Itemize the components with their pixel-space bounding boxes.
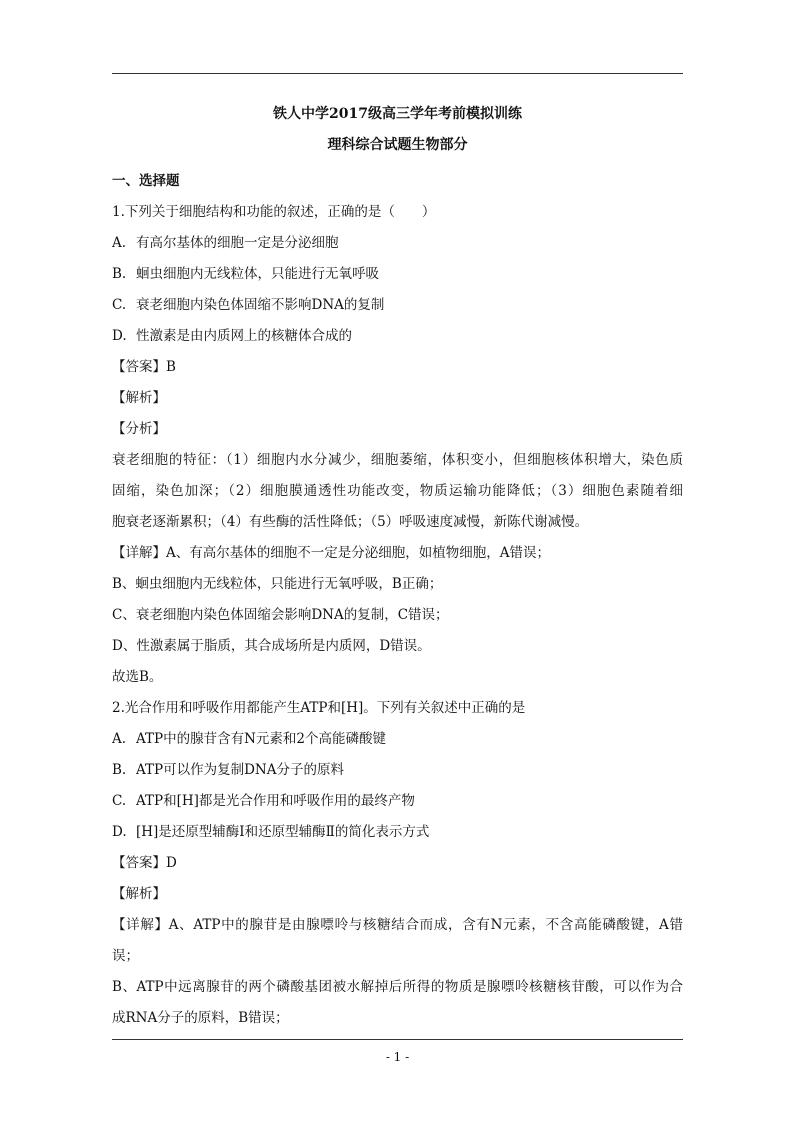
option-letter: A. bbox=[112, 731, 127, 747]
option-text: 性激素是由内质网上的核糖体合成的 bbox=[136, 328, 352, 344]
question-2-detail-line: 成RNA分子的原料，B错误； bbox=[112, 1010, 289, 1026]
option-text: 蛔虫细胞内无线粒体，只能进行无氧呼吸 bbox=[136, 266, 379, 282]
question-1-fenxi-line: 胞衰老逐渐累积；（4）有些酶的活性降低；（5）呼吸速度减慢，新陈代谢减慢。 bbox=[112, 514, 589, 530]
question-1-option-b bbox=[112, 259, 683, 290]
option-letter: C. bbox=[112, 793, 127, 809]
question-1-answer: 【答案】B bbox=[112, 359, 176, 375]
option-letter: A. bbox=[112, 235, 127, 251]
question-2-option-c bbox=[112, 786, 683, 817]
question-2-analysis-heading: 【解析】 bbox=[112, 886, 166, 902]
header-rule bbox=[112, 73, 683, 74]
question-1-option-a bbox=[112, 228, 683, 259]
option-letter: B. bbox=[112, 266, 127, 282]
question-2-option-a bbox=[112, 724, 683, 755]
question-1-analysis-heading: 【解析】 bbox=[112, 390, 166, 406]
option-letter: D. bbox=[112, 824, 127, 840]
question-1-stem: 1.下列关于细胞结构和功能的叙述，正确的是（ ） bbox=[112, 204, 436, 220]
question-1-detail-line: D、性激素属于脂质，其合成场所是内质网，D错误。 bbox=[112, 638, 431, 654]
page-number: - 1 - bbox=[385, 1050, 410, 1064]
footer-rule bbox=[112, 1039, 683, 1040]
question-1-fenxi-heading: 【分析】 bbox=[112, 421, 166, 437]
option-text: 有高尔基体的细胞一定是分泌细胞 bbox=[136, 235, 339, 251]
question-2-stem: 2.光合作用和呼吸作用都能产生ATP和[H]。下列有关叙述中正确的是 bbox=[112, 700, 526, 716]
section-heading: 一、选择题 bbox=[112, 173, 180, 189]
document-subtitle: 理科综合试题生物部分 bbox=[327, 137, 468, 153]
document-body bbox=[112, 166, 683, 1034]
question-2-option-d bbox=[112, 817, 683, 848]
question-2-option-b bbox=[112, 755, 683, 786]
question-1-fenxi-line: 衰老细胞的特征：（1）细胞内水分减少，细胞萎缩，体积变小，但细胞核体积增大，染色质 bbox=[112, 452, 683, 468]
question-1-detail-line: C、衰老细胞内染色体固缩会影响DNA的复制，C错误； bbox=[112, 607, 449, 623]
question-1-option-c bbox=[112, 290, 683, 321]
option-text: ATP和[H]都是光合作用和呼吸作用的最终产物 bbox=[136, 793, 415, 809]
question-1-detail-line: 【详解】A、有高尔基体的细胞不一定是分泌细胞，如植物细胞，A错误； bbox=[112, 545, 550, 561]
question-2-answer: 【答案】D bbox=[112, 855, 177, 871]
question-1-detail-line: B、蛔虫细胞内无线粒体，只能进行无氧呼吸，B正确； bbox=[112, 576, 443, 592]
option-text: ATP可以作为复制DNA分子的原料 bbox=[136, 762, 344, 778]
question-2-detail-line: 【详解】A、ATP中的腺苷是由腺嘌呤与核糖结合而成，含有N元素，不含高能磷酸键，A错 bbox=[112, 917, 683, 933]
option-letter: C. bbox=[112, 297, 127, 313]
question-2-detail-line: 误； bbox=[112, 948, 139, 964]
question-2-detail-line: B、ATP中远离腺苷的两个磷酸基团被水解掉后所得的物质是腺嘌呤核糖核苷酸，可以作为合 bbox=[112, 979, 683, 995]
option-text: 衰老细胞内染色体固缩不影响DNA的复制 bbox=[136, 297, 385, 313]
document-title: 铁人中学2017级高三学年考前模拟训练 bbox=[273, 106, 522, 122]
option-letter: D. bbox=[112, 328, 127, 344]
question-1-option-d bbox=[112, 321, 683, 352]
option-text: ATP中的腺苷含有N元素和2个高能磷酸键 bbox=[136, 731, 387, 747]
option-text: [H]是还原型辅酶Ⅰ和还原型辅酶Ⅱ的简化表示方式 bbox=[136, 824, 430, 840]
option-letter: B. bbox=[112, 762, 127, 778]
question-1-conclusion: 故选B。 bbox=[112, 669, 163, 685]
question-1-fenxi-line: 固缩，染色加深；（2）细胞膜通透性功能改变，物质运输功能降低；（3）细胞色素随着细 bbox=[112, 483, 683, 499]
